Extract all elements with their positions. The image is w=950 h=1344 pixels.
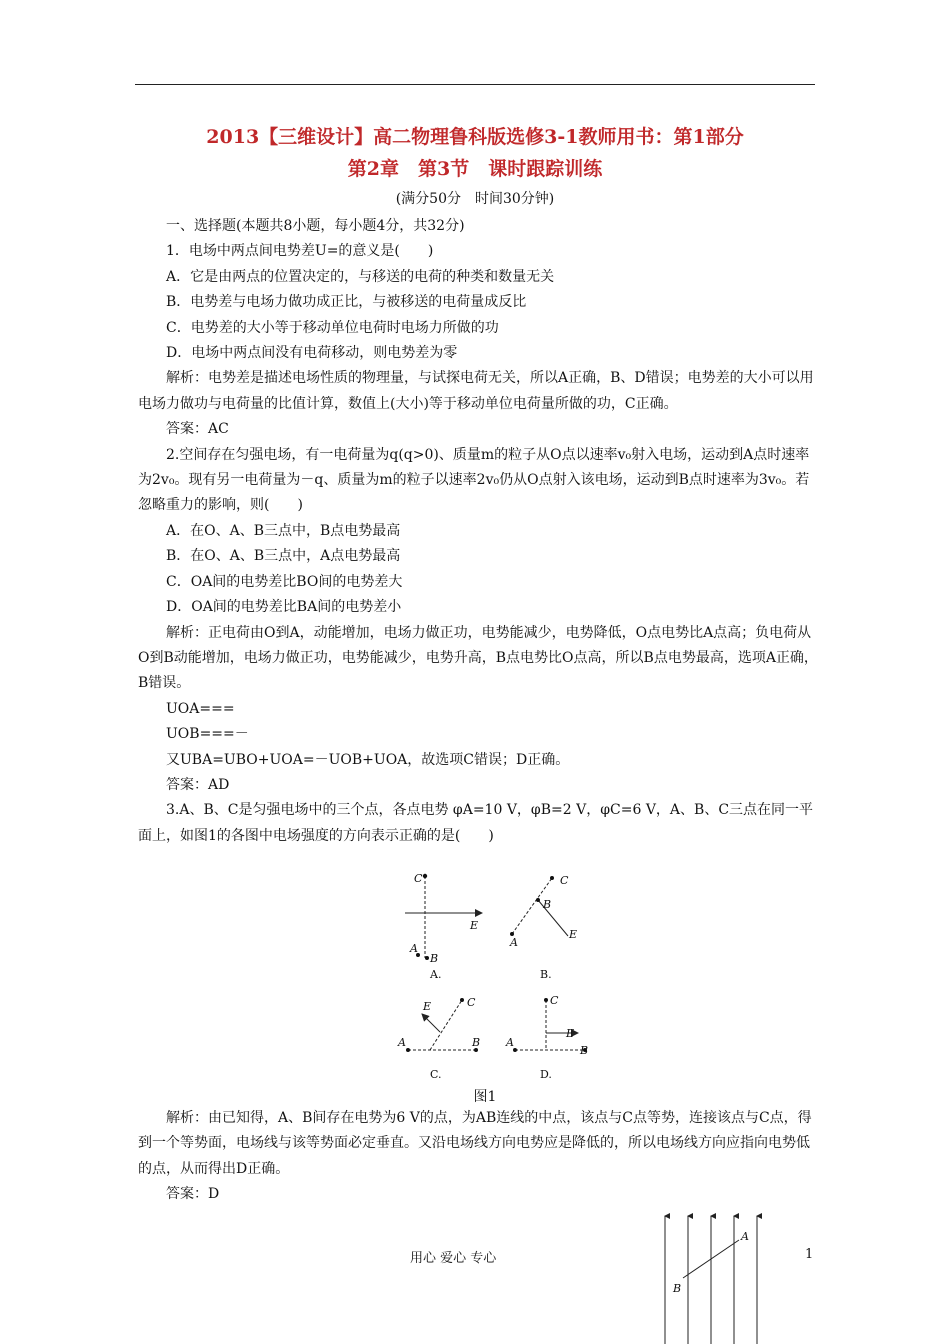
fig-c-point-a: A: [398, 1036, 406, 1049]
q2-equation-2: UOB===－: [166, 726, 249, 743]
figure-1-diagrams: [380, 866, 620, 1114]
figure-1-caption: 图1: [473, 1089, 497, 1105]
q2-answer: 答案：AD: [166, 776, 230, 793]
fig-d-point-a: A: [506, 1036, 514, 1049]
q2-stem: 2.空间存在匀强电场，有一电荷量为q(q>0)、质量m的粒子从O点以速率v₀射入电场，运动到A点时速率为2v₀。现有另一电荷量为－q、质量为m的粒子以速率2v₀仍从O点射入该电场，运动到B点时速率为3v₀。若忽略重力的影响，则( ): [138, 446, 810, 514]
q1-option-d: D．电场中两点间没有电荷移动，则电势差为零: [166, 345, 458, 362]
page-title-line1: 2013【三维设计】高二物理鲁科版选修3-1教师用书：第1部分: [206, 126, 744, 148]
fig-c-point-b: B: [472, 1036, 481, 1049]
q1-option-c: C．电势差的大小等于移动单位电荷时电场力所做的功: [166, 319, 499, 336]
fig-c-point-c: C: [467, 996, 476, 1009]
fig-label-c: C.: [430, 1068, 442, 1081]
fig-d-point-c: C: [550, 994, 559, 1007]
fig-a-field-e: E: [470, 919, 479, 932]
fig-d-field-e: E: [566, 1027, 575, 1040]
q1-option-b: B．电势差与电场力做功成正比，与被移送的电荷量成反比: [166, 294, 527, 311]
fig-a-point-b: B: [430, 952, 439, 965]
fig-a-point-a: A: [410, 942, 418, 955]
fig-label-d: D.: [540, 1068, 552, 1081]
q2-option-c: C．OA间的电势差比BO间的电势差大: [166, 573, 403, 590]
q1-answer: 答案：AC: [166, 421, 229, 438]
fig-a-point-c: C: [414, 872, 423, 885]
fig-label-a: A.: [430, 968, 442, 981]
fig-d-point-b: B: [580, 1044, 589, 1057]
score-time-note: (满分50分 时间30分钟): [395, 191, 555, 207]
field-lines-figure: [655, 1210, 775, 1344]
q2-equation-1: UOA===: [166, 700, 235, 717]
fig-b-point-a: A: [510, 936, 518, 949]
q1-stem: 1．电场中两点间电势差U=的意义是( ): [166, 243, 434, 260]
fig-label-b: B.: [540, 968, 552, 981]
q2-option-d: D．OA间的电势差比BA间的电势差小: [166, 599, 402, 616]
page-title-line2: 第2章 第3节 课时跟踪训练: [347, 158, 603, 180]
q1-analysis: 解析：电势差是描述电场性质的物理量，与试探电荷无关，所以A正确，B、D错误；电势差的大小可以用电场力做功与电荷量的比值计算，数值上(大小)等于移动单位电荷量所做的功，C正确。: [138, 370, 814, 412]
q3-analysis: 解析：由已知得，A、B间存在电势为6 V的点，为AB连线的中点，该点与C点等势，连接该点与C点，得到一个等势面，电场线与该等势面必定垂直。又沿电场线方向电势应是降低的，所以电场线方向应指向电势低的点，从而得出D正确。: [138, 1110, 812, 1177]
header-rule: [135, 84, 815, 85]
q2-analysis: 解析：正电荷由O到A，动能增加，电场力做正功，电势能减少，电势降低，O点电势比A点高；负电荷从O到B动能增加，电场力做正功，电势能减少，电势升高，B点电势比O点高，所以B点电势最高，选项A正确，B错误。: [138, 624, 818, 692]
section-heading: 一、选择题(本题共8小题，每小题4分，共32分): [166, 218, 465, 234]
q3-solution: [138, 1106, 818, 1208]
questions-block: [138, 214, 818, 849]
fig-b-field-e: E: [569, 928, 578, 941]
q1-option-a: A．它是由两点的位置决定的，与移送的电荷的种类和数量无关: [166, 268, 555, 285]
q3-stem: 3.A、B、C是匀强电场中的三个点，各点电势 φA=10 V，φB=2 V，φC=6 V，A、B、C三点在同一平面上，如图1的各图中电场强度的方向表示正确的是( ): [138, 802, 814, 844]
q2-option-a: A．在O、A、B三点中，B点电势最高: [166, 522, 401, 539]
page-number: 1: [805, 1247, 814, 1262]
fig-b-point-c: C: [560, 874, 569, 887]
fig-b-point-b: B: [543, 898, 552, 911]
corner-point-b: B: [673, 1282, 682, 1295]
fig-c-field-e: E: [423, 1000, 432, 1013]
q3-answer: 答案：D: [166, 1186, 220, 1203]
footer-text: 用心 爱心 专心: [410, 1251, 497, 1266]
q2-option-b: B．在O、A、B三点中，A点电势最高: [166, 548, 401, 565]
corner-point-a: A: [741, 1230, 749, 1243]
q2-equation-3: 又UBA=UBO+UOA=－UOB+UOA，故选项C错误；D正确。: [166, 751, 570, 768]
